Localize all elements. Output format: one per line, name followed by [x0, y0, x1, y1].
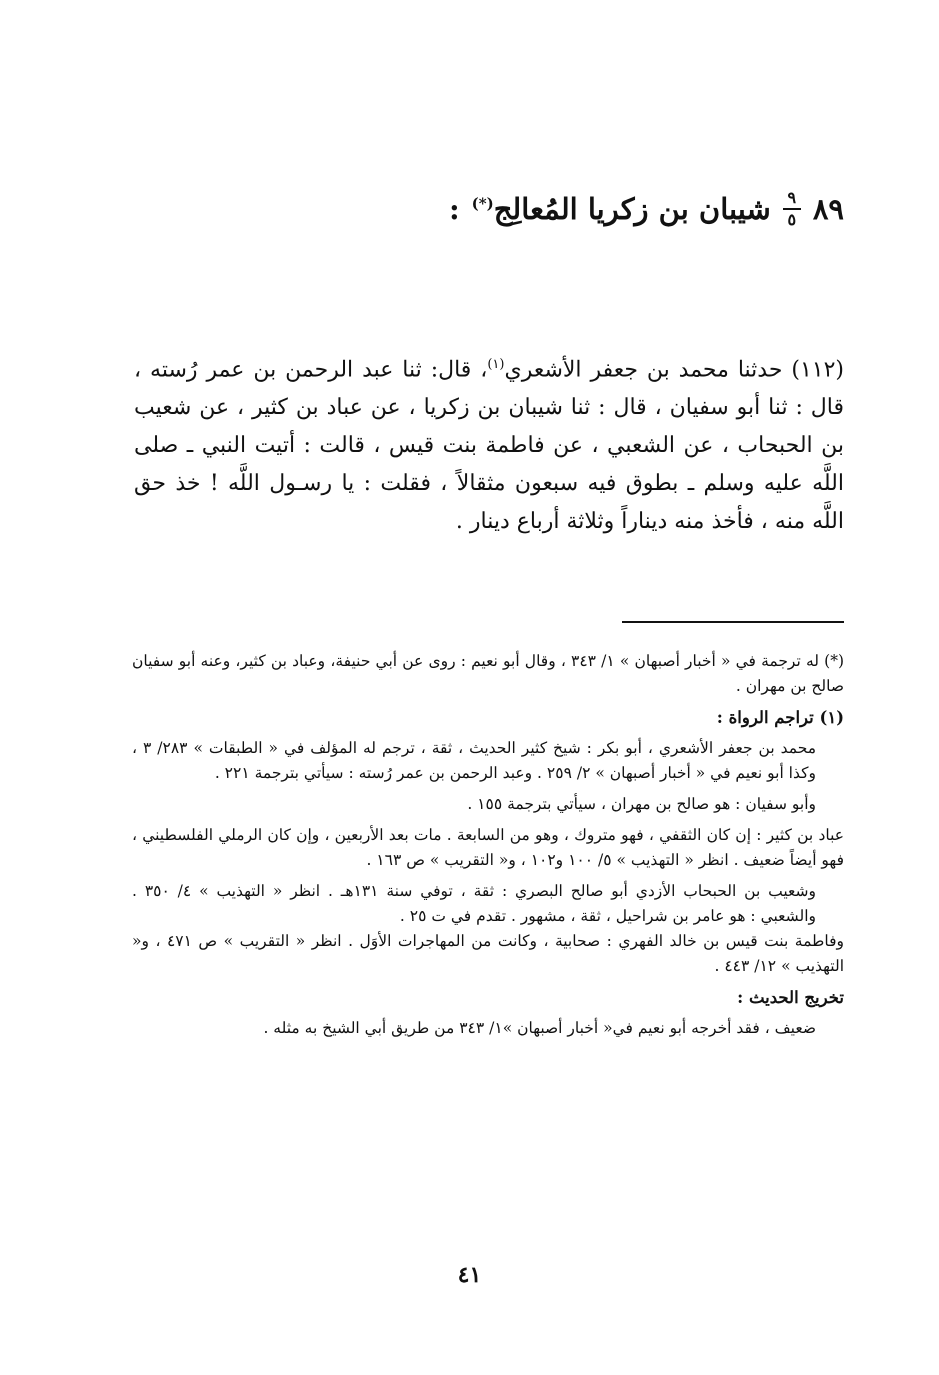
footnote-line: الرملي الفلسطيني ، فهو أيضاً ضعيف . انظر « التهذيب » ٥/ ١٠٠ و١٠٢ ، و« التقريب » [132, 826, 844, 869]
hadith-footnote-ref: (١) [487, 357, 505, 372]
footnote-line: وشعيب بن الحبحاب الأزدي أبو صالح البصري : ثقة ، توفي سنة ١٣١هـ . انظر [290, 882, 816, 900]
narrator-paragraph [132, 929, 844, 979]
footnote-line: عباد بن كثير : إن كان الثقفي ، فهو متروك ، وهو من السابعة . مات بعد الأربعين ، وإن كان [267, 826, 844, 844]
page-number: ٤١ [457, 1262, 482, 1288]
footnote-line: « الطبقات » ٢٨٣/ ٣ ، وكذا أبو نعيم في « أخبار أصبهان » ٢/ ٢٥٩ . وعبد الرحمن بن عمر [132, 739, 816, 782]
footnote-line: ص ١٦٣ . [366, 851, 425, 869]
footnote-line: وأبو سفيان : هو صالح بن مهران ، سيأتي بترجمة ١٥٥ . [467, 795, 816, 813]
hadith-line: ـ صلى اللَّه عليه وسلم ـ بطوق فيه سبعون مثقالاً ، فقلت : يا رسـول اللَّه ! خذ [134, 433, 844, 497]
hadith-line: رُسته ، قال : ثنا أبو سفيان ، قال : ثنا شيبان بن زكريا ، عن عباد بن كثير ، عن [134, 357, 845, 421]
footnote-marker: (*) [471, 194, 494, 213]
footnote-line: « التهذيب » ٤/ ٣٥٠ . والشعبي : هو عامر بن شراحيل ، ثقة ، مشهور . تقدم في ت ٢٥ . [132, 882, 816, 925]
star-footnote [132, 649, 844, 699]
entry-heading [449, 190, 844, 228]
footnote-line: وعنه أبو سفيان صالح بن مهران . [132, 652, 844, 695]
takhrij-text: ضعيف ، فقد أخرجه أبو نعيم في« أخبار أصبهان »١/ ٣٤٣ من طريق أبي الشيخ به مثله . [263, 1019, 816, 1037]
hadith-line: حق اللَّه منه ، فأخذ منه ديناراً وثلاثة أرباع دينار . [134, 471, 844, 535]
footnote-line: وفاطمة بنت قيس بن خالد الفهري : صحابية ، وكانت من المهاجرات الأوَل . انظر « التقريب » [223, 932, 845, 950]
footnote-line: ص ٤٧١ ، و« التهذيب » ١٢/ ٤٤٣ . [132, 932, 844, 975]
footnote-line: (*) له ترجمة في « أخبار أصبهان » ١/ ٣٤٣ ، وقال أبو نعيم : روى عن أبي حنيفة، وعباد بن كثير، [235, 652, 844, 670]
footnote-divider [622, 621, 844, 623]
narrators-heading: (١) تراجم الرواة : [716, 708, 844, 727]
footnote-line: رُسته : سيأتي بترجمة ٢٢١ . [214, 764, 393, 782]
entry-name [472, 192, 771, 226]
fraction-bottom: ٥ [787, 210, 797, 229]
takhrij-heading: تخريج الحديث : [737, 988, 844, 1007]
narrator-paragraph [132, 823, 844, 873]
entry-fraction [783, 190, 801, 228]
hadith-text [134, 346, 844, 541]
hadith-line: (١١٢) حدثنا محمد بن جعفر الأشعري [504, 357, 844, 383]
narrator-paragraph [132, 879, 844, 929]
footnotes [132, 649, 844, 1041]
heading-colon: : [448, 192, 460, 226]
entry-number: ٨٩ [812, 192, 844, 226]
hadith-line: شعيب بن الحبحاب ، عن الشعبي ، عن فاطمة بنت قيس ، قالت : أتيت النبي [134, 395, 845, 459]
entry-name-text: شيبان بن زكريا المُعالِج [493, 192, 771, 226]
narrator-paragraph [132, 792, 844, 817]
hadith-line: ، قال: ثنا عبد الرحمن بن عمر [206, 357, 488, 383]
narrator-paragraph [132, 736, 844, 786]
footnote-line: محمد بن جعفر الأشعري ، أبو بكر : شيخ كثير الحديث ، ثقة ، ترجم له المؤلف في [283, 739, 817, 757]
fraction-top: ٩ [787, 188, 797, 207]
